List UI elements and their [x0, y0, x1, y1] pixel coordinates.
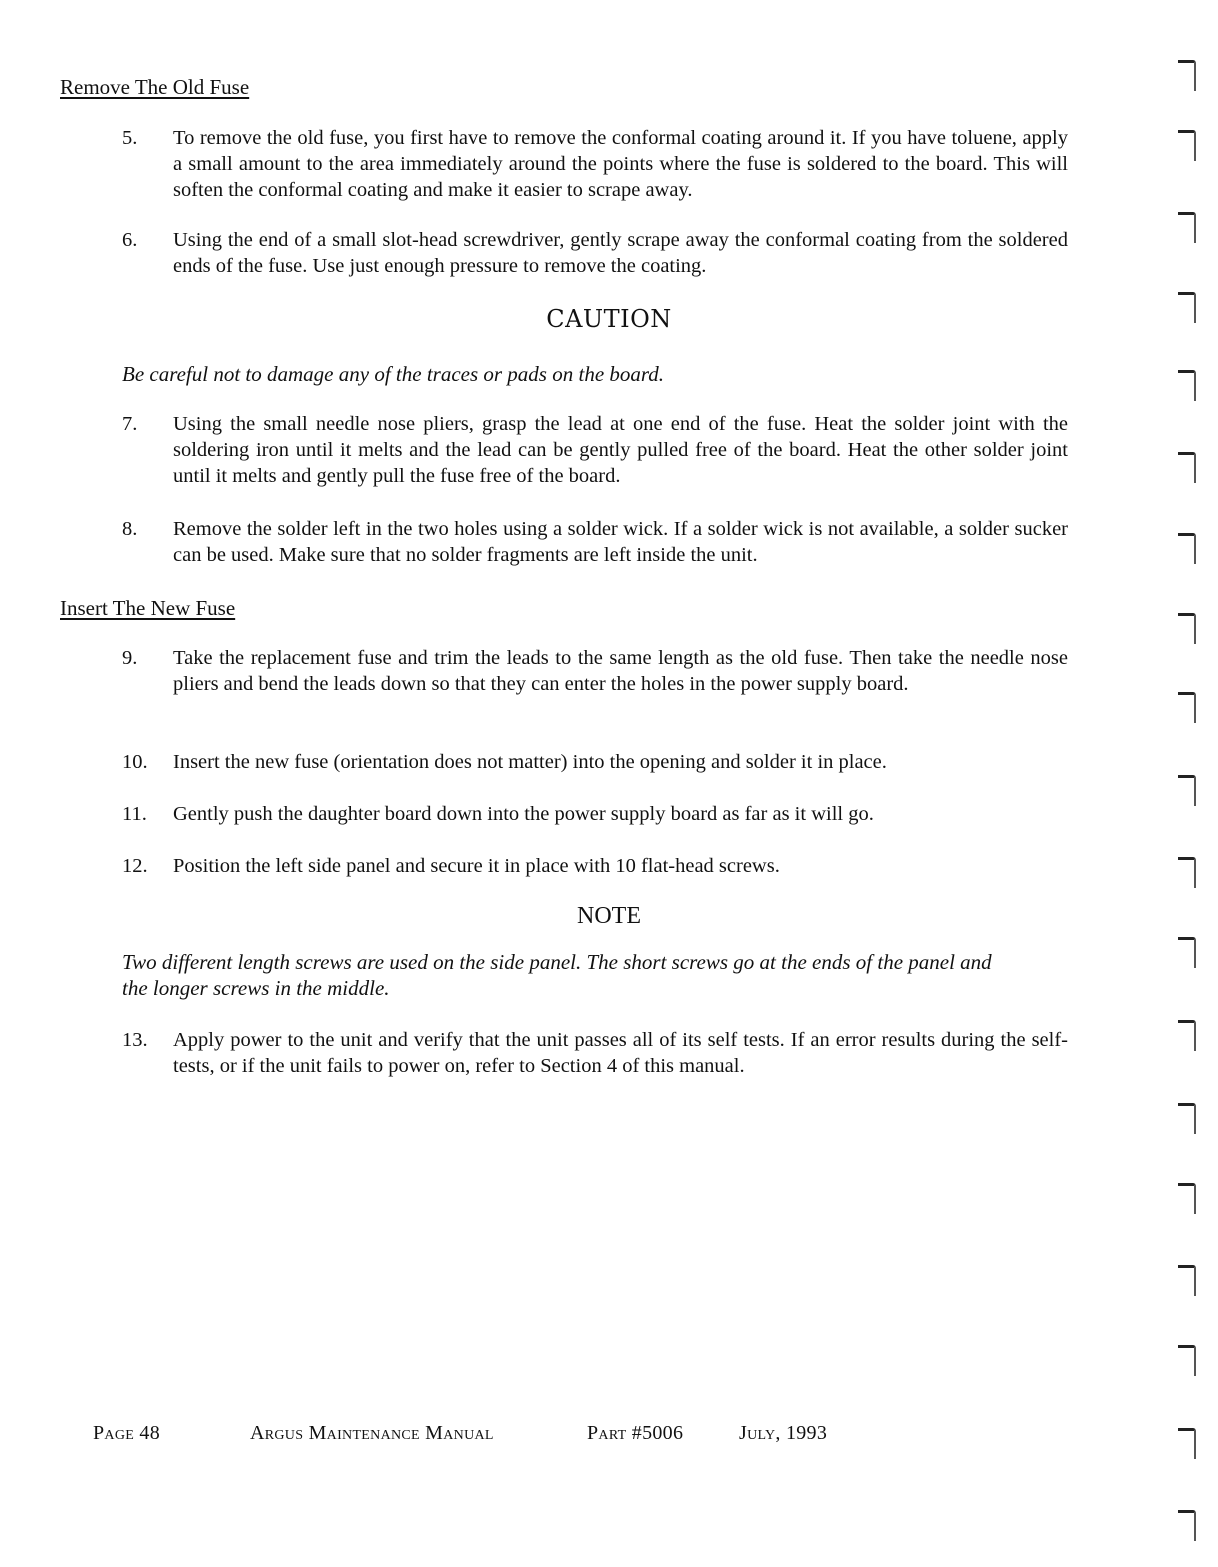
step-12: [122, 853, 1068, 879]
note-title: NOTE: [577, 903, 641, 929]
step-9: [122, 645, 1068, 697]
binder-hole-mark: [1178, 292, 1196, 323]
binder-hole-mark: [1178, 212, 1196, 243]
step-number: 6.: [122, 229, 138, 251]
step-number: 10.: [122, 751, 148, 773]
step-5: [122, 125, 1068, 203]
binder-hole-mark: [1178, 452, 1196, 483]
step-10: [122, 749, 1068, 775]
binder-hole-mark: [1178, 1510, 1196, 1541]
binder-hole-mark: [1178, 613, 1196, 644]
binder-hole-mark: [1178, 1265, 1196, 1296]
step-text: Gently push the daughter board down into the power supply board as far as it will go.: [173, 803, 874, 825]
caution-title: CAUTION: [546, 305, 672, 333]
footer-page-number: Page 48: [93, 1422, 160, 1444]
binder-hole-mark: [1178, 1103, 1196, 1134]
step-text: To remove the old fuse, you first have to remove the conformal coating around it. If you have toluene, apply a small amount to the area immediately around the points where the fuse is soldered to the board. This will soften the conformal coating and make it easier to scrape away.: [173, 127, 1068, 201]
footer-date: July, 1993: [739, 1422, 828, 1444]
step-text: Take the replacement fuse and trim the leads to the same length as the old fuse. Then take the needle nose pliers and bend the leads down so that they can enter the holes in the power supply board.: [173, 647, 1068, 695]
step-text: Position the left side panel and secure it in place with 10 flat-head screws.: [173, 855, 780, 877]
binder-hole-mark: [1178, 937, 1196, 968]
binder-hole-mark: [1178, 1183, 1196, 1214]
step-number: 7.: [122, 413, 138, 435]
binder-hole-mark: [1178, 1428, 1196, 1459]
step-text: Using the small needle nose pliers, grasp the lead at one end of the fuse. Heat the solder joint with the soldering iron until it melts and the lead can be gently pulled free of the board. Heat the other solder joint until it melts and gently pull the fuse free of the board.: [173, 413, 1068, 487]
note-text: Two different length screws are used on the side panel. The short screws go at the ends of the panel and the longer screws in the middle.: [122, 950, 992, 1000]
step-text: Remove the solder left in the two holes using a solder wick. If a solder wick is not available, a solder sucker can be used. Make sure that no solder fragments are left inside the unit.: [173, 518, 1068, 566]
binder-hole-mark: [1178, 1020, 1196, 1051]
caution-text: Be careful not to damage any of the traces or pads on the board.: [122, 362, 665, 386]
binder-hole-mark: [1178, 60, 1196, 91]
step-number: 5.: [122, 127, 138, 149]
binder-hole-mark: [1178, 857, 1196, 888]
binder-hole-mark: [1178, 130, 1196, 161]
step-11: [122, 801, 1068, 827]
binder-hole-mark: [1178, 370, 1196, 401]
step-text: Insert the new fuse (orientation does not matter) into the opening and solder it in place.: [173, 751, 887, 773]
step-number: 13.: [122, 1029, 148, 1051]
binder-hole-mark: [1178, 775, 1196, 806]
step-number: 8.: [122, 518, 138, 540]
footer-manual-title: Argus Maintenance Manual: [250, 1422, 494, 1444]
step-number: 9.: [122, 647, 138, 669]
step-number: 12.: [122, 855, 148, 877]
step-number: 11.: [122, 803, 147, 825]
binder-hole-mark: [1178, 533, 1196, 564]
footer-part-number: Part #5006: [587, 1422, 684, 1444]
binder-hole-mark: [1178, 692, 1196, 723]
step-text: Using the end of a small slot-head screwdriver, gently scrape away the conformal coating from the soldered ends of the fuse. Use just enough pressure to remove the coating.: [173, 229, 1068, 277]
step-13: [122, 1027, 1068, 1079]
section-heading-insert-new-fuse: Insert The New Fuse: [60, 596, 236, 620]
step-8: [122, 516, 1068, 568]
section-heading-remove-old-fuse: Remove The Old Fuse: [60, 75, 250, 99]
step-6: [122, 227, 1068, 279]
binder-hole-mark: [1178, 1345, 1196, 1376]
step-7: [122, 411, 1068, 489]
step-text: Apply power to the unit and verify that the unit passes all of its self tests. If an error results during the self-tests, or if the unit fails to power on, refer to Section 4 of this manual.: [173, 1029, 1068, 1077]
